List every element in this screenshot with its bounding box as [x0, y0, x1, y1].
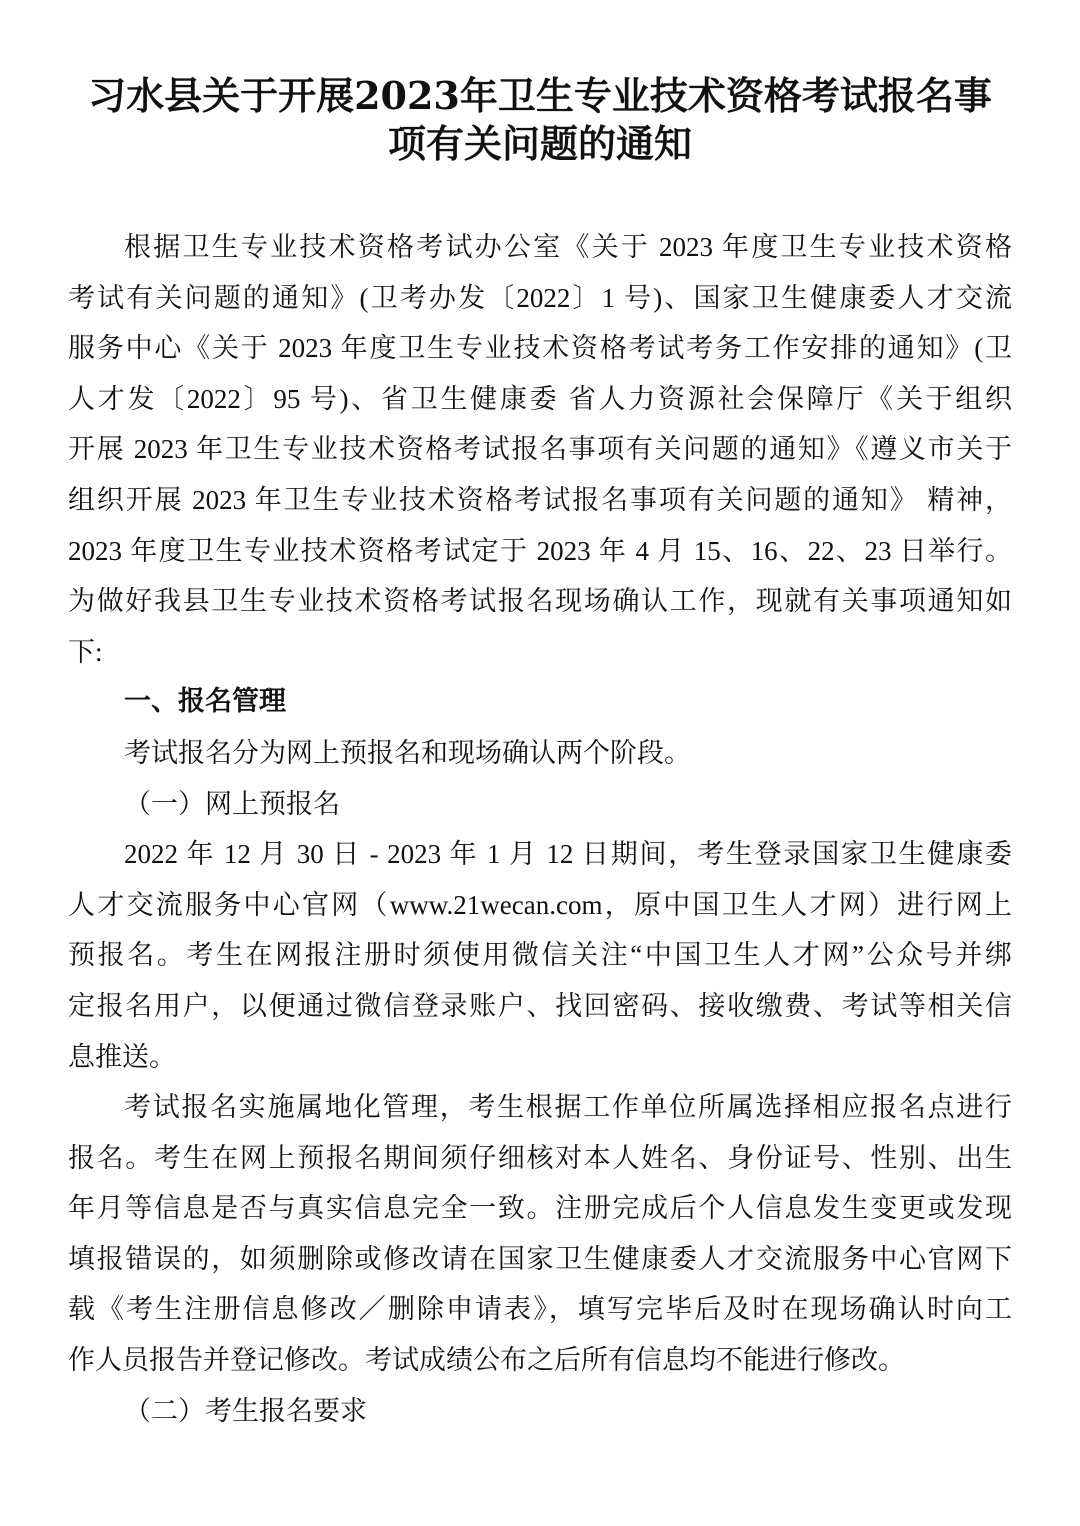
document-body [68, 222, 1012, 1436]
paragraph [68, 1082, 1012, 1386]
text-line: 报名。考生在网上预报名期间须仔细核对本人姓名、身份证号、性别、出生 [68, 1142, 1012, 1173]
text-line: 考试报名实施属地化管理，考生根据工作单位所属选择相应报名点进行 [124, 1092, 1012, 1123]
text-line: 作人员报告并登记修改。考试成绩公布之后所有信息均不能进行修改。 [68, 1345, 905, 1376]
text-line: 组织开展 2023 年卫生专业技术资格考试报名事项有关问题的通知》 精神， [68, 484, 1012, 515]
text-line: 下: [68, 636, 103, 667]
text-line: 2022 年 12 月 30 日 - 2023 年 1 月 12 日期间，考生登录国家卫生健康委 [124, 839, 1012, 870]
text-line: 根据卫生专业技术资格考试办公室《关于 2023 年度卫生专业技术资格 [124, 232, 1012, 262]
text-line: 人才交流服务中心官网（www.21wecan.com，原中国卫生人才网）进行网上 [68, 889, 1012, 920]
paragraph [68, 829, 1012, 1082]
text-line: 填报错误的，如须删除或修改请在国家卫生健康委人才交流服务中心官网下 [68, 1243, 1012, 1274]
text-line: （一）网上预报名 [124, 788, 340, 819]
text-line: 开展 2023 年卫生专业技术资格考试报名事项有关问题的通知》《遵义市关于 [68, 434, 1012, 465]
text-line: 年月等信息是否与真实信息完全一致。注册完成后个人信息发生变更或发现 [68, 1193, 1012, 1224]
paragraph [68, 222, 1012, 677]
text-line: 预报名。考生在网报注册时须使用微信关注“中国卫生人才网”公众号并绑 [68, 940, 1012, 971]
section-heading [68, 677, 1012, 728]
text-line: （二）考生报名要求 [124, 1395, 367, 1426]
text-line: 服务中心《关于 2023 年度卫生专业技术资格考试考务工作安排的通知》(卫 [68, 333, 1012, 364]
text-line: 为做好我县卫生专业技术资格考试报名现场确认工作，现就有关事项通知如 [68, 586, 1012, 617]
text-line: 考试报名分为网上预报名和现场确认两个阶段。 [124, 737, 691, 768]
paragraph [68, 728, 1012, 779]
text-line: 息推送。 [68, 1041, 176, 1072]
title-line: 项有关问题的通知 [387, 121, 692, 166]
text-line: 考试有关问题的通知》(卫考办发〔2022〕1 号)、国家卫生健康委人才交流 [68, 282, 1012, 313]
text-line: 2023 年度卫生专业技术资格考试定于 2023 年 4 月 15、16、22、23 日举行。 [68, 535, 1012, 566]
title-line: 习水县关于开展2023年卫生专业技术资格考试报名事 [88, 73, 992, 118]
text-line: 定报名用户，以便通过微信登录账户、找回密码、接收缴费、考试等相关信 [68, 990, 1012, 1021]
subsection-heading [68, 1386, 1012, 1437]
text-line: 一、报名管理 [124, 686, 286, 718]
text-line: 人才发〔2022〕95 号)、省卫生健康委 省人力资源社会保障厅《关于组织 [68, 383, 1012, 414]
document-title [40, 72, 1040, 168]
text-line: 载《考生注册信息修改／删除申请表》，填写完毕后及时在现场确认时向工 [68, 1294, 1012, 1325]
subsection-heading [68, 779, 1012, 830]
